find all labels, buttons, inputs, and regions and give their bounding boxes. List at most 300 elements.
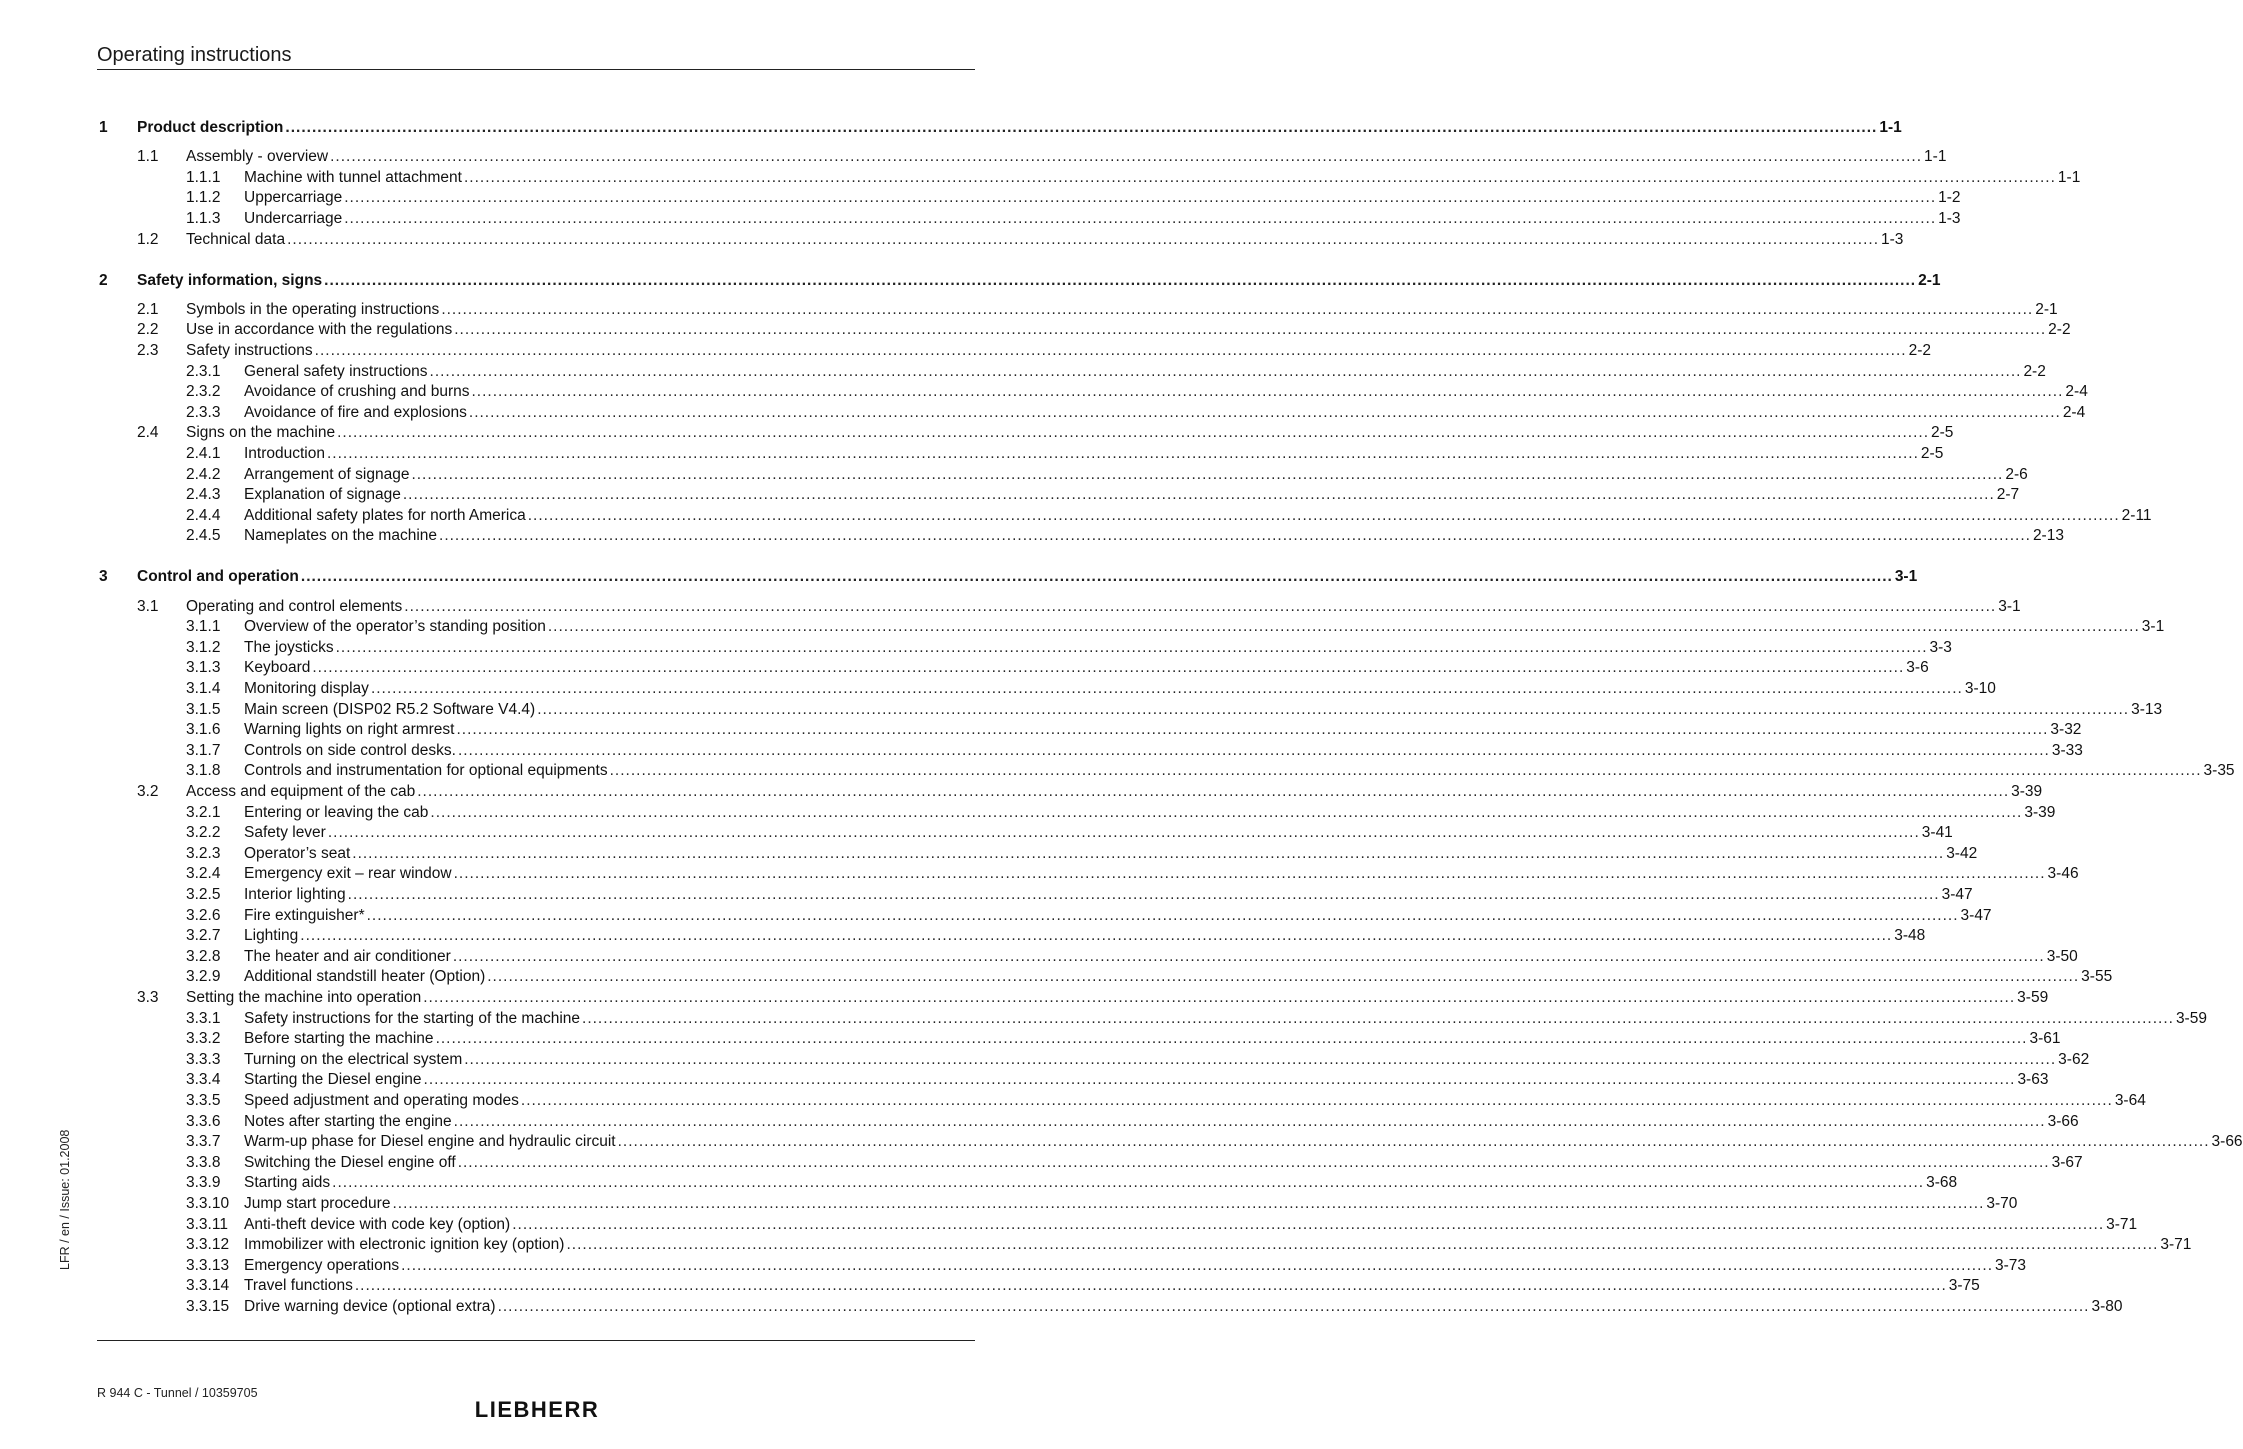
- toc-subsection[interactable]: [0, 926, 1926, 946]
- toc-entry: [244, 947, 2078, 967]
- toc-number: 3.3.7: [186, 1133, 221, 1151]
- toc-subsection[interactable]: [0, 1276, 1980, 1296]
- toc-page-number: 3-75: [1948, 1277, 1980, 1295]
- toc-page-number: 3-71: [2160, 1236, 2192, 1254]
- toc-title: Lighting: [244, 927, 299, 945]
- toc-entry: [186, 423, 1954, 443]
- toc-title: Product description: [137, 119, 284, 136]
- toc-entry: [186, 300, 2058, 320]
- toc-leader-dots: ............................................................................................................................................................................................................................................................................................................: [471, 383, 2064, 401]
- toc-entry: [244, 617, 2165, 637]
- toc-subsection[interactable]: [0, 617, 2165, 637]
- toc-leader-dots: ............................................................................................................................................................................................................................................................................................................: [417, 782, 2010, 800]
- toc-subsection[interactable]: [0, 844, 1978, 864]
- toc-page-number: 3-59: [2175, 1009, 2207, 1027]
- toc-leader-dots: ............................................................................................................................................................................................................................................................................................................: [452, 947, 2045, 965]
- toc-page-number: 3-66: [2211, 1133, 2243, 1151]
- toc-entry: [244, 362, 2046, 382]
- toc-page-number: 3-70: [1986, 1194, 2018, 1212]
- toc-page-number: 1-2: [1938, 189, 1961, 207]
- toc-page-number: 3-47: [1941, 885, 1973, 903]
- toc-title: Immobilizer with electronic ignition key (option): [244, 1236, 565, 1254]
- toc-title: Interior lighting: [244, 885, 346, 903]
- toc-leader-dots: ............................................................................................................................................................................................................................................................................................................: [435, 1030, 2028, 1048]
- toc-leader-dots: ............................................................................................................................................................................................................................................................................................................: [512, 1215, 2105, 1233]
- toc-page-number: 2-5: [1920, 444, 1944, 462]
- toc-entry: [244, 1091, 2146, 1111]
- toc-entry: [244, 761, 2235, 781]
- toc-number: 3.1.4: [186, 679, 221, 697]
- toc-number: 1.1.3: [186, 209, 221, 227]
- toc-subsection[interactable]: [0, 168, 2081, 188]
- toc-subsection[interactable]: [0, 209, 1961, 229]
- toc-page-number: 3-39: [2024, 803, 2056, 821]
- toc-title: Machine with tunnel attachment: [244, 168, 462, 186]
- toc-section[interactable]: [0, 341, 1931, 361]
- toc-subsection[interactable]: [0, 864, 2079, 884]
- toc-chapter[interactable]: [0, 118, 1902, 138]
- toc-number: 2.4.5: [186, 527, 221, 545]
- toc-title: Uppercarriage: [244, 189, 343, 207]
- toc-page-number: 3-13: [2131, 700, 2163, 718]
- toc-page-number: 3-42: [1946, 844, 1978, 862]
- toc-subsection[interactable]: [0, 1235, 2192, 1255]
- toc-subsection[interactable]: [0, 967, 2113, 987]
- toc-number: 3.2.8: [186, 947, 221, 965]
- toc-subsection[interactable]: [0, 1091, 2146, 1111]
- toc-title: Controls and instrumentation for optional equipments: [244, 762, 608, 780]
- toc-leader-dots: ............................................................................................................................................................................................................................................................................................................: [453, 865, 2046, 883]
- toc-subsection[interactable]: [0, 1070, 2049, 1090]
- toc-number: 3.1.8: [186, 762, 221, 780]
- toc-page-number: 3-47: [1960, 906, 1992, 924]
- toc-number: 3.3.12: [186, 1236, 230, 1254]
- toc-subsection[interactable]: [0, 947, 2078, 967]
- toc-entry: [244, 967, 2113, 987]
- toc-title: Additional safety plates for north America: [244, 506, 526, 524]
- toc-subsection[interactable]: [0, 679, 1996, 699]
- toc-title: Safety information, signs: [137, 271, 323, 289]
- toc-number: 2.4.3: [186, 486, 221, 504]
- toc-number: 3.3.14: [186, 1277, 230, 1295]
- toc-entry: [137, 271, 1941, 291]
- toc-title: Starting the Diesel engine: [244, 1071, 422, 1089]
- toc-number: 3.3.4: [186, 1071, 221, 1089]
- toc-section[interactable]: [0, 147, 1947, 167]
- toc-leader-dots: ............................................................................................................................................................................................................................................................................................................: [335, 638, 1928, 656]
- toc-entry: [244, 803, 2056, 823]
- toc-entry: [186, 341, 1931, 361]
- toc-subsection[interactable]: [0, 906, 1992, 926]
- toc-page-number: 3-33: [2051, 741, 2083, 759]
- toc-subsection[interactable]: [0, 526, 2064, 546]
- toc-leader-dots: ............................................................................................................................................................................................................................................................................................................: [332, 1174, 1925, 1192]
- toc-title: Safety instructions for the starting of the machine: [244, 1009, 581, 1027]
- toc-leader-dots: ............................................................................................................................................................................................................................................................................................................: [300, 568, 1893, 586]
- toc-number: 3.1.5: [186, 700, 221, 718]
- toc-title: Notes after starting the engine: [244, 1112, 452, 1130]
- toc-leader-dots: ............................................................................................................................................................................................................................................................................................................: [404, 597, 1997, 615]
- toc-number: 3.3.13: [186, 1256, 230, 1274]
- toc-page-number: 3-61: [2029, 1030, 2061, 1048]
- toc-page-number: 3-1: [1894, 568, 1918, 586]
- toc-leader-dots: ............................................................................................................................................................................................................................................................................................................: [430, 803, 2023, 821]
- toc-number: 2.2: [137, 321, 159, 339]
- toc-entry: [244, 906, 1992, 926]
- toc-leader-dots: ............................................................................................................................................................................................................................................................................................................: [401, 1256, 1994, 1274]
- toc-page-number: 3-55: [2081, 968, 2113, 986]
- toc-number: 3.3.1: [186, 1009, 221, 1027]
- toc-title: Assembly - overview: [186, 148, 329, 166]
- toc-title: The joysticks: [244, 638, 334, 656]
- toc-entry: [186, 988, 2049, 1008]
- toc-number: 3.3.8: [186, 1153, 221, 1171]
- toc-leader-dots: ............................................................................................................................................................................................................................................................................................................: [464, 1050, 2057, 1068]
- toc-page-number: 3-3: [1929, 638, 1952, 656]
- toc-number: 2.3.1: [186, 362, 221, 380]
- toc-title: General safety instructions: [244, 362, 428, 380]
- toc-entry: [244, 485, 2020, 505]
- toc-entry: [244, 1235, 2192, 1255]
- toc-leader-dots: ............................................................................................................................................................................................................................................................................................................: [314, 341, 1907, 359]
- toc-subsection[interactable]: [0, 506, 2152, 526]
- toc-subsection[interactable]: [0, 1050, 2090, 1070]
- toc-subsection[interactable]: [0, 362, 2046, 382]
- toc-leader-dots: ............................................................................................................................................................................................................................................................................................................: [392, 1194, 1985, 1212]
- toc-subsection[interactable]: [0, 465, 2028, 485]
- toc-entry: [244, 465, 2028, 485]
- document-reference: R 944 C - Tunnel / 10359705: [97, 1386, 258, 1400]
- header-rule: [97, 69, 975, 70]
- toc-number: 3.3.2: [186, 1030, 221, 1048]
- toc-entry: [186, 320, 2071, 340]
- toc-page-number: 2-4: [2062, 403, 2086, 421]
- toc-subsection[interactable]: [0, 444, 1944, 464]
- toc-entry: [244, 720, 2082, 740]
- toc-section[interactable]: [0, 320, 2071, 340]
- toc-subsection[interactable]: [0, 761, 2235, 781]
- toc-number: 3.2.1: [186, 803, 221, 821]
- toc-number: 3.1.1: [186, 618, 221, 636]
- toc-number: 3.1.7: [186, 741, 221, 759]
- toc-leader-dots: ............................................................................................................................................................................................................................................................................................................: [441, 300, 2034, 318]
- toc-leader-dots: ............................................................................................................................................................................................................................................................................................................: [468, 403, 2061, 421]
- toc-page-number: 3-63: [2017, 1071, 2049, 1089]
- toc-title: The heater and air conditioner: [244, 947, 451, 965]
- toc-number: 1: [99, 119, 108, 136]
- toc-page-number: 3-41: [1921, 824, 1953, 842]
- toc-page-number: 2-11: [2121, 506, 2152, 524]
- toc-page-number: 2-1: [1918, 271, 1941, 289]
- toc-number: 2.4.4: [186, 506, 221, 524]
- toc-page-number: 3-62: [2058, 1050, 2090, 1068]
- toc-number: 3.1.3: [186, 659, 221, 677]
- toc-section[interactable]: [0, 988, 2049, 1008]
- toc-subsection[interactable]: [0, 1297, 2123, 1317]
- logo-text: LIEBHERR: [474, 1397, 600, 1422]
- toc-subsection[interactable]: [0, 885, 1973, 905]
- toc-page-number: 3-64: [2114, 1091, 2146, 1109]
- toc-number: 3.3.10: [186, 1194, 230, 1212]
- toc-title: Explanation of signage: [244, 486, 401, 504]
- toc-title: Signs on the machine: [186, 424, 336, 442]
- toc-number: 2.3: [137, 341, 159, 359]
- toc-number: 3.2.5: [186, 885, 221, 903]
- toc-entry: [244, 823, 1953, 843]
- toc-title: Use in accordance with the regulations: [186, 321, 453, 339]
- toc-page-number: 2-5: [1931, 424, 1954, 442]
- toc-entry: [244, 526, 2064, 546]
- toc-entry: [244, 188, 1961, 208]
- toc-subsection[interactable]: [0, 1112, 2079, 1132]
- toc-leader-dots: ............................................................................................................................................................................................................................................................................................................: [423, 1071, 2016, 1089]
- toc-number: 3.3.5: [186, 1091, 221, 1109]
- toc-title: Symbols in the operating instructions: [186, 300, 440, 318]
- toc-number: 3.1.6: [186, 721, 221, 739]
- toc-number: 3.2.7: [186, 927, 221, 945]
- toc-entry: [244, 382, 2088, 402]
- toc-subsection[interactable]: [0, 1194, 2018, 1214]
- toc-leader-dots: ............................................................................................................................................................................................................................................................................................................: [456, 721, 2049, 739]
- toc-subsection[interactable]: [0, 485, 2020, 505]
- toc-title: Controls on side control desks.: [244, 741, 456, 759]
- toc-number: 3.1: [137, 597, 159, 615]
- toc-number: 3.2.4: [186, 865, 221, 883]
- toc-page-number: 2-2: [1908, 341, 1931, 359]
- toc-number: 3.3.9: [186, 1174, 221, 1192]
- toc-title: Warning lights on right armrest: [244, 721, 455, 739]
- toc-number: 1.1: [137, 148, 159, 166]
- toc-leader-dots: ............................................................................................................................................................................................................................................................................................................: [347, 885, 1940, 903]
- toc-leader-dots: ............................................................................................................................................................................................................................................................................................................: [527, 506, 2120, 524]
- toc-subsection[interactable]: [0, 741, 2083, 761]
- toc-entry: [244, 741, 2083, 761]
- toc-entry: [244, 444, 1944, 464]
- toc-entry: [137, 118, 1902, 138]
- footer-rule: [97, 1340, 975, 1341]
- toc-leader-dots: ............................................................................................................................................................................................................................................................................................................: [411, 465, 2004, 483]
- toc-entry: [244, 1194, 2018, 1214]
- toc-title: Additional standstill heater (Option): [244, 968, 486, 986]
- toc-number: 1.1.1: [186, 168, 221, 186]
- toc-chapter[interactable]: [0, 567, 1918, 587]
- toc-page-number: 3-10: [1964, 679, 1996, 697]
- toc-section[interactable]: [0, 423, 1954, 443]
- toc-number: 2.4.1: [186, 444, 221, 462]
- toc-page-number: 3-1: [2141, 618, 2165, 636]
- toc-entry: [244, 209, 1961, 229]
- toc-leader-dots: ............................................................................................................................................................................................................................................................................................................: [457, 1153, 2050, 1171]
- toc-title: Overview of the operator’s standing position: [244, 618, 546, 636]
- toc-chapter[interactable]: [0, 271, 1941, 291]
- toc-page-number: 3-1: [1998, 597, 2021, 615]
- toc-leader-dots: ............................................................................................................................................................................................................................................................................................................: [402, 486, 1995, 504]
- toc-entry: [244, 1256, 2027, 1276]
- toc-subsection[interactable]: [0, 1256, 2027, 1276]
- toc-page-number: 3-50: [2046, 947, 2078, 965]
- toc-entry: [244, 844, 1978, 864]
- toc-leader-dots: ............................................................................................................................................................................................................................................................................................................: [354, 1277, 1947, 1295]
- toc-title: Switching the Diesel engine off: [244, 1153, 456, 1171]
- toc-title: Drive warning device (optional extra): [244, 1297, 496, 1315]
- toc-title: Warm-up phase for Diesel engine and hydraulic circuit: [244, 1133, 616, 1151]
- toc-title: Emergency exit – rear window: [244, 865, 452, 883]
- toc-number: 3.1.2: [186, 638, 221, 656]
- toc-leader-dots: ............................................................................................................................................................................................................................................................................................................: [566, 1236, 2159, 1254]
- toc-number: 3.3.6: [186, 1112, 221, 1130]
- toc-number: 3.2.3: [186, 844, 221, 862]
- toc-title: Keyboard: [244, 659, 311, 677]
- toc-title: Before starting the machine: [244, 1030, 434, 1048]
- toc-subsection[interactable]: [0, 403, 2086, 423]
- toc-page-number: 1-3: [1938, 209, 1961, 227]
- toc-page-number: 3-48: [1894, 927, 1926, 945]
- toc-page-number: 2-1: [2035, 300, 2058, 318]
- toc-subsection[interactable]: [0, 1009, 2207, 1029]
- toc-number: 3.3.11: [186, 1215, 228, 1233]
- toc-entry: [244, 506, 2152, 526]
- toc-subsection[interactable]: [0, 803, 2056, 823]
- toc-entry: [244, 700, 2163, 720]
- toc-subsection[interactable]: [0, 823, 1953, 843]
- toc-title: Speed adjustment and operating modes: [244, 1091, 519, 1109]
- toc-page-number: 2-2: [2023, 362, 2046, 380]
- toc-entry: [244, 658, 1929, 678]
- toc-leader-dots: ............................................................................................................................................................................................................................................................................................................: [423, 988, 2016, 1006]
- toc-page-number: 3-39: [2011, 782, 2043, 800]
- toc-page-number: 3-35: [2203, 762, 2235, 780]
- toc-number: 3.2: [137, 782, 159, 800]
- toc-subsection[interactable]: [0, 658, 1929, 678]
- toc-leader-dots: ............................................................................................................................................................................................................................................................................................................: [547, 618, 2140, 636]
- toc-subsection[interactable]: [0, 1132, 2243, 1152]
- toc-section[interactable]: [0, 597, 2021, 617]
- toc-number: 3: [99, 568, 108, 586]
- toc-title: Turning on the electrical system: [244, 1050, 463, 1068]
- toc-leader-dots: ............................................................................................................................................................................................................................................................................................................: [617, 1133, 2210, 1151]
- toc-section[interactable]: [0, 782, 2043, 802]
- page-title: Operating instructions: [97, 44, 292, 66]
- toc-title: Operating and control elements: [186, 597, 403, 615]
- toc-title: Safety lever: [244, 824, 326, 842]
- toc-leader-dots: ............................................................................................................................................................................................................................................................................................................: [463, 168, 2056, 186]
- toc-entry: [244, 679, 1996, 699]
- toc-page-number: 3-59: [2017, 988, 2049, 1006]
- toc-leader-dots: ............................................................................................................................................................................................................................................................................................................: [327, 824, 1920, 842]
- toc-leader-dots: ............................................................................................................................................................................................................................................................................................................: [324, 271, 1917, 289]
- toc-entry: [244, 638, 1952, 658]
- toc-page-number: 2-13: [2032, 527, 2064, 545]
- toc-leader-dots: ............................................................................................................................................................................................................................................................................................................: [457, 741, 2050, 759]
- toc-title: Monitoring display: [244, 679, 369, 697]
- toc-page-number: 1-1: [1924, 148, 1947, 166]
- toc-subsection[interactable]: [0, 1173, 1958, 1193]
- toc-leader-dots: ............................................................................................................................................................................................................................................................................................................: [537, 700, 2130, 718]
- toc-leader-dots: ............................................................................................................................................................................................................................................................................................................: [582, 1009, 2174, 1027]
- toc-leader-dots: ............................................................................................................................................................................................................................................................................................................: [370, 679, 1963, 697]
- toc-entry: [186, 782, 2043, 802]
- issue-note: LFR / en / Issue: 01.2008: [58, 1129, 72, 1270]
- toc-page-number: 3-46: [2047, 865, 2079, 883]
- toc-leader-dots: ............................................................................................................................................................................................................................................................................................................: [337, 424, 1929, 442]
- toc-entry: [244, 1009, 2207, 1029]
- toc-title: Emergency operations: [244, 1256, 400, 1274]
- toc-title: Control and operation: [137, 568, 299, 586]
- toc-page-number: 1-1: [2057, 168, 2081, 186]
- toc-title: Operator’s seat: [244, 844, 351, 862]
- toc-leader-dots: ............................................................................................................................................................................................................................................................................................................: [285, 119, 1878, 136]
- toc-leader-dots: ............................................................................................................................................................................................................................................................................................................: [429, 362, 2022, 380]
- toc-title: Avoidance of fire and explosions: [244, 403, 467, 421]
- toc-title: Travel functions: [244, 1277, 353, 1295]
- toc-number: 1.2: [137, 230, 159, 248]
- toc-entry: [244, 1029, 2061, 1049]
- toc-subsection[interactable]: [0, 188, 1961, 208]
- toc-number: 3.2.9: [186, 968, 221, 986]
- toc-leader-dots: ............................................................................................................................................................................................................................................................................................................: [487, 968, 2080, 986]
- toc-leader-dots: ............................................................................................................................................................................................................................................................................................................: [454, 321, 2047, 339]
- toc-entry: [244, 1215, 2138, 1235]
- toc-title: Safety instructions: [186, 341, 313, 359]
- toc-section[interactable]: [0, 230, 1904, 250]
- toc-number: 3.3: [137, 988, 159, 1006]
- toc-subsection[interactable]: [0, 1215, 2138, 1235]
- toc-page-number: 3-6: [1906, 659, 1929, 677]
- toc-number: 1.1.2: [186, 189, 221, 207]
- toc-leader-dots: ............................................................................................................................................................................................................................................................................................................: [352, 844, 1945, 862]
- toc-number: 2.4.2: [186, 465, 221, 483]
- toc-title: Technical data: [186, 230, 286, 248]
- toc-number: 3.2.6: [186, 906, 221, 924]
- toc-leader-dots: ............................................................................................................................................................................................................................................................................................................: [344, 189, 1937, 207]
- toc-subsection[interactable]: [0, 382, 2088, 402]
- toc-number: 2.1: [137, 300, 159, 318]
- toc-entry: [244, 1173, 1958, 1193]
- toc-subsection[interactable]: [0, 1029, 2061, 1049]
- toc-title: Setting the machine into operation: [186, 988, 422, 1006]
- toc-page-number: 3-68: [1926, 1174, 1958, 1192]
- toc-title: Fire extinguisher*: [244, 906, 365, 924]
- toc-section[interactable]: [0, 300, 2058, 320]
- toc-title: Jump start procedure: [244, 1194, 391, 1212]
- toc-entry: [244, 1112, 2079, 1132]
- toc-page-number: 1-3: [1881, 230, 1904, 248]
- toc-page-number: 2-6: [2005, 465, 2028, 483]
- toc-title: Anti-theft device with code key (option): [244, 1215, 511, 1233]
- toc-entry: [244, 1276, 1980, 1296]
- toc-subsection[interactable]: [0, 1153, 2083, 1173]
- toc-number: 3.2.2: [186, 824, 221, 842]
- toc-number: 2.4: [137, 424, 159, 442]
- toc-page-number: 3-80: [2091, 1297, 2123, 1315]
- toc-leader-dots: ............................................................................................................................................................................................................................................................................................................: [327, 444, 1919, 462]
- toc-page-number: 3-71: [2106, 1215, 2138, 1233]
- toc-entry: [244, 1132, 2243, 1152]
- toc-leader-dots: ............................................................................................................................................................................................................................................................................................................: [453, 1112, 2046, 1130]
- toc-subsection[interactable]: [0, 700, 2163, 720]
- toc-leader-dots: ............................................................................................................................................................................................................................................................................................................: [609, 762, 2202, 780]
- toc-entry: [244, 1070, 2049, 1090]
- toc-number: 2: [99, 271, 108, 289]
- toc-entry: [244, 403, 2086, 423]
- toc-entry: [186, 147, 1947, 167]
- toc-page-number: 3-73: [1995, 1256, 2027, 1274]
- toc-page-number: 1-1: [1879, 119, 1902, 136]
- toc-subsection[interactable]: [0, 638, 1952, 658]
- toc-leader-dots: ............................................................................................................................................................................................................................................................................................................: [300, 927, 1893, 945]
- toc-entry: [244, 1050, 2090, 1070]
- toc-subsection[interactable]: [0, 720, 2082, 740]
